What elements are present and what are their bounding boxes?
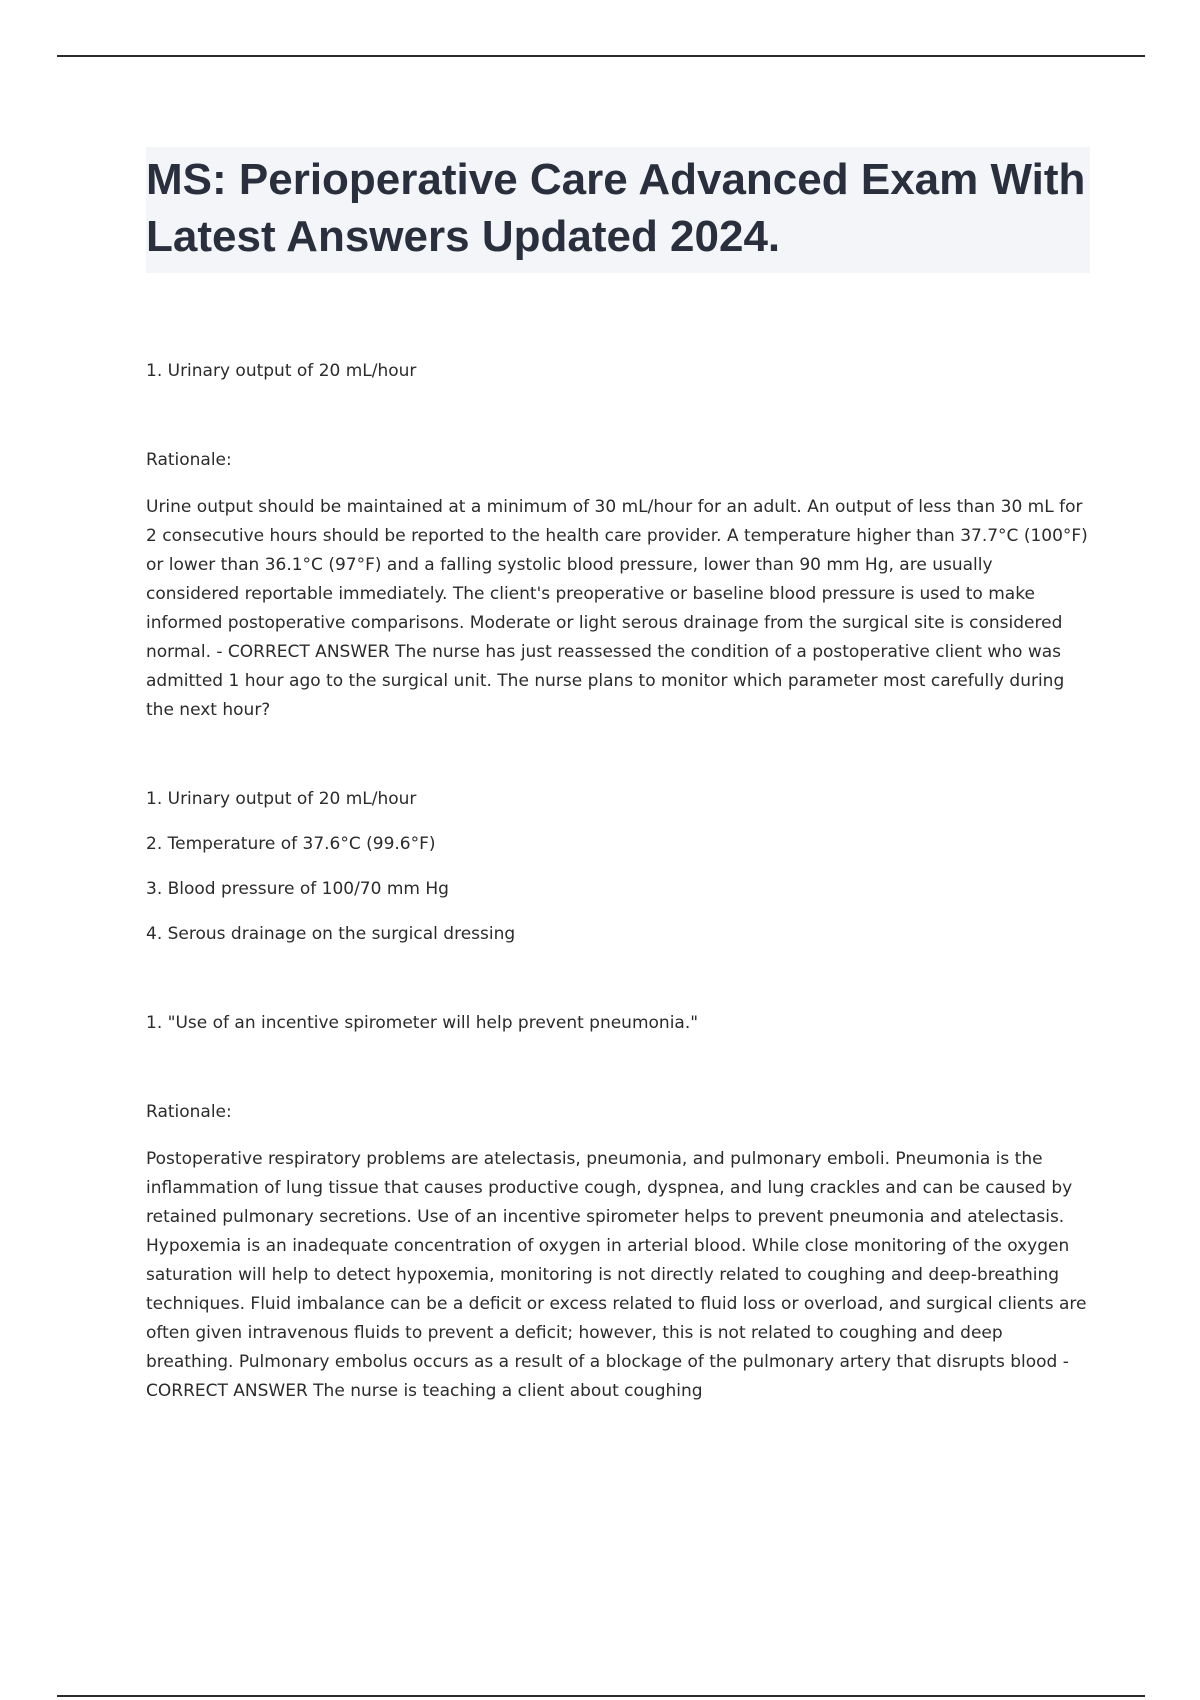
top-divider — [57, 55, 1145, 57]
correct-answer: 1. "Use of an incentive spirometer will help prevent pneumonia." — [146, 1013, 699, 1033]
option-item: 3. Blood pressure of 100/70 mm Hg — [146, 879, 449, 899]
rationale-label: Rationale: — [146, 450, 232, 470]
title-banner — [146, 147, 1090, 273]
question-block-1 — [146, 357, 1090, 949]
document-title: MS: Perioperative Care Advanced Exam With Latest Answers Updated 2024. — [146, 155, 1086, 261]
options-list — [146, 785, 1090, 949]
question-block-2 — [146, 1009, 1090, 1406]
correct-answer: 1. Urinary output of 20 mL/hour — [146, 361, 417, 381]
document-body — [146, 147, 1090, 1406]
option-item: 2. Temperature of 37.6°C (99.6°F) — [146, 834, 436, 854]
rationale-text: Postoperative respiratory problems are atelectasis, pneumonia, and pulmonary emboli. Pneumonia is the inflammation of lung tissue that causes productive cough, dyspnea, and lung crackles and can be caused by retained pulmonary secretions. Use of an incentive spirometer helps to prevent pneumonia and atelectasis. Hypoxemia is an inadequate concentration of oxygen in arterial blood. While close monitoring of the oxygen saturation will help to detect hypoxemia, monitoring is not directly related to coughing and deep-breathing techniques. Fluid imbalance can be a deficit or excess related to fluid loss or overload, and surgical clients are often given intravenous fluids to prevent a deficit; however, this is not related to coughing and deep breathing. Pulmonary embolus occurs as a result of a blockage of the pulmonary artery that disrupts blood - CORRECT ANSWER The nurse is teaching a client about coughing — [146, 1149, 1087, 1401]
option-item: 4. Serous drainage on the surgical dressing — [146, 924, 516, 944]
rationale-label: Rationale: — [146, 1102, 232, 1122]
bottom-divider — [57, 1695, 1145, 1697]
option-item: 1. Urinary output of 20 mL/hour — [146, 789, 417, 809]
rationale-text: Urine output should be maintained at a minimum of 30 mL/hour for an adult. An output of less than 30 mL for 2 consecutive hours should be reported to the health care provider. A temperature higher than 37.7°C (100°F) or lower than 36.1°C (97°F) and a falling systolic blood pressure, lower than 90 mm Hg, are usually considered reportable immediately. The client's preoperative or baseline blood pressure is used to make informed postoperative comparisons. Moderate or light serous drainage from the surgical site is considered normal. - CORRECT ANSWER The nurse has just reassessed the condition of a postoperative client who was admitted 1 hour ago to the surgical unit. The nurse plans to monitor which parameter most carefully during the next hour? — [146, 497, 1088, 720]
